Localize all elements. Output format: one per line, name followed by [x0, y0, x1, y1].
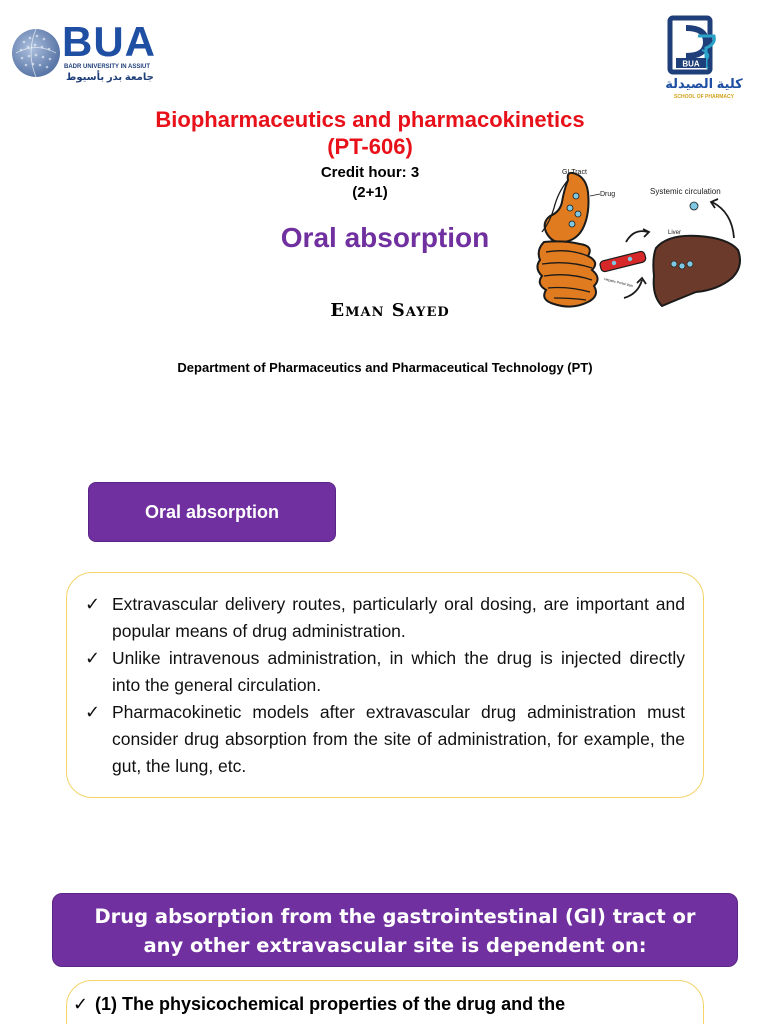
banner-line2: any other extravascular site is dependent on: — [143, 934, 647, 957]
label-systemic-circulation: Systemic circulation — [650, 187, 721, 196]
checkmark-icon: ✓ — [85, 594, 101, 614]
lecture-topic: Oral absorption — [280, 222, 490, 253]
department-name: Department of Pharmaceutics and Pharmaceutical Technology (PT) — [177, 360, 593, 375]
checkmark-icon: ✓ — [85, 648, 101, 668]
pharmacy-emblem-icon — [662, 14, 746, 76]
label-gi-tract: GI Tract — [562, 169, 587, 176]
bullet-text: Extravascular delivery routes, particularly oral dosing, are important and popular means of drug administration. — [112, 594, 685, 641]
checkmark-icon: ✓ — [85, 702, 101, 722]
course-code: (PT-606) — [327, 134, 413, 159]
bullet-text: Pharmacokinetic models after extravascular drug administration must consider drug absorption from the site of administration, for example, the gut, the lung, etc. — [112, 702, 685, 776]
liver-drawing — [653, 236, 740, 306]
bullet-item — [85, 699, 685, 780]
bua-logo-subtitle: BADR UNIVERSITY IN ASSIUT — [64, 64, 151, 70]
credit-hours-line1: Credit hour: 3 — [320, 164, 420, 181]
systemic-drug-dot — [690, 202, 698, 210]
portal-vein-drawing — [599, 251, 646, 273]
bullet-text: (1) The physicochemical properties of the drug and the — [95, 994, 566, 1014]
absorption-factors-list — [73, 991, 685, 1017]
oral-absorption-bullet-list — [85, 591, 685, 780]
label-portal-vein: Hepatic Portal Vein — [603, 277, 634, 289]
bullet-item — [85, 591, 685, 645]
absorption-factors-bullet-box — [66, 980, 704, 1024]
bua-logo-text: BUA — [62, 18, 156, 65]
oral-absorption-illustration — [528, 152, 748, 317]
school-of-pharmacy-logo — [662, 14, 746, 104]
credit-hours — [250, 163, 490, 203]
author-name: Eman Sayed — [330, 300, 450, 321]
checkmark-icon: ✓ — [73, 994, 89, 1014]
bullet-text: Unlike intravenous administration, in which the drug is injected directly into the general circulation. — [112, 648, 685, 695]
bua-logo-arabic: جامعة بدر بأسيوط — [66, 72, 154, 83]
label-drug: Drug — [600, 191, 616, 198]
pharmacy-logo-subtitle: SCHOOL OF PHARMACY — [674, 94, 734, 100]
globe-icon — [10, 22, 62, 84]
gi-absorption-banner — [52, 893, 738, 967]
course-title-line1: Biopharmaceutics and pharmacokinetics — [155, 107, 585, 132]
gi-tract-drawing — [537, 173, 597, 307]
pharmacy-emblem-text: BUA — [682, 59, 700, 69]
oral-absorption-bullet-box — [66, 572, 704, 798]
pharmacy-logo-arabic: كلية الصيدلة — [665, 76, 743, 91]
bullet-item — [85, 645, 685, 699]
label-liver: Liver — [668, 230, 682, 236]
banner-line1: Drug absorption from the gastrointestinal (GI) tract or — [94, 905, 696, 928]
bua-university-logo — [10, 18, 160, 88]
bullet-item — [73, 991, 685, 1017]
oral-absorption-section-label: Oral absorption — [88, 482, 336, 542]
credit-hours-line2: (2+1) — [352, 184, 388, 201]
